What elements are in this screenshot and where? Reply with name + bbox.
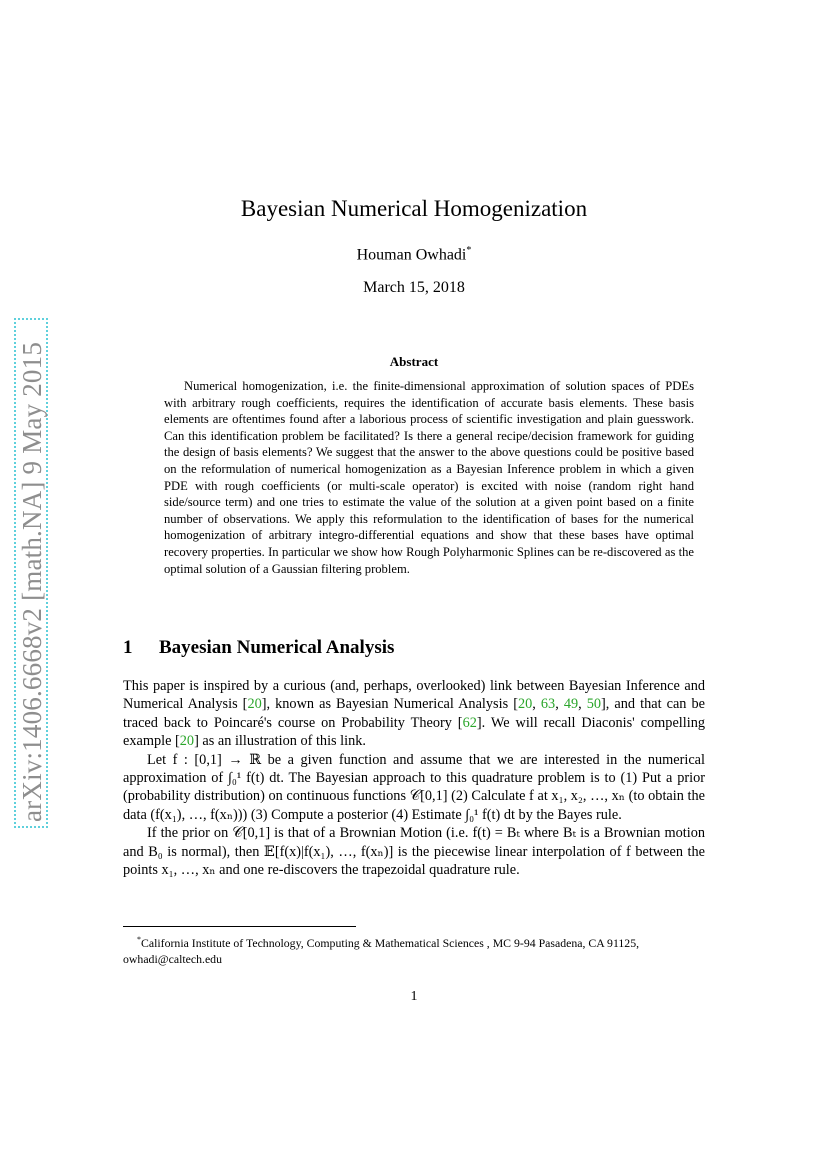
footnote-text: California Institute of Technology, Computing & Mathematical Sciences , MC 9-94 Pasadena, CA 91125, owhadi@caltech.edu <box>123 935 640 966</box>
citation-link[interactable]: 62 <box>462 714 477 731</box>
citation-link[interactable]: 50 <box>586 696 602 713</box>
section-title: Bayesian Numerical Analysis <box>159 637 395 658</box>
abstract-text: Numerical homogenization, i.e. the finite-dimensional approximation of solution spaces of PDEs with arbitrary rough coefficients, requires the identification of accurate basis elements. These basis elements are oftentimes found after a laborious process of scientific investigation and plain guesswork. Can this identification problem be facilitated? Is there a general recipe/decision framework for guiding the design of basis elements? We suggest that the answer to the above questions could be positive based on the reformulation of numerical homogenization as a Bayesian Inference problem in which a given PDE with rough coefficients (or multi-scale operator) is excited with noise (random right hand side/source term) and one tries to estimate the value of the solution at a given point based on a finite number of observations. We apply this reformulation to the identification of bases for the numerical homogenization of arbitrary integro-differential equations and show that these bases have optimal recovery properties. In particular we show how Rough Polyharmonic Splines can be re-discovered as the optimal solution of a Gaussian filtering problem. <box>164 379 694 576</box>
footnote-mark: * <box>137 935 141 944</box>
arxiv-watermark[interactable]: arXiv:1406.6668v2 [math.NA] 9 May 2015 <box>17 341 47 822</box>
text-run: ] as an illustration of this link. <box>194 733 367 750</box>
text-run: ]. We will recall Diaconis' compelling example [ <box>123 714 705 750</box>
section-heading <box>123 637 394 659</box>
citation-link[interactable]: 20 <box>517 696 533 713</box>
citation-link[interactable]: 20 <box>179 733 195 750</box>
abstract-heading: Abstract <box>389 354 439 369</box>
text-run: ], known as Bayesian Numerical Analysis [ <box>261 696 518 713</box>
text-run: , <box>555 696 564 713</box>
text-run: , <box>578 696 587 713</box>
citation-link[interactable]: 63 <box>540 696 556 713</box>
citation-link[interactable]: 49 <box>563 696 579 713</box>
paragraph-1 <box>123 677 705 751</box>
author-name: Houman Owhadi <box>356 246 467 264</box>
section-body <box>123 677 705 879</box>
text-run: This paper is inspired by a curious (and, perhaps, overlooked) link between Bayesian Inference and Numerical Analysis [ <box>123 678 705 713</box>
paper-title: Bayesian Numerical Homogenization <box>240 196 588 221</box>
paper-date: March 15, 2018 <box>363 279 465 296</box>
text-run: ], and that can be traced back to Poincaré's course on Probability Theory [ <box>123 696 705 731</box>
paragraph-2: Let f : [0,1] → ℝ be a given function and assume that we are interested in the numerical approximation of ∫₀¹ f(t) dt. The Bayesian approach to this quadrature problem is to (1) Put a prior (probability distribution) on continuous functions 𝒞[0,1] (2) Calculate f at x₁, x₂, …, xₙ (to obtain the data (f(x₁), …, f(xₙ))) (3) Compute a posterior (4) Estimate ∫₀¹ f(t) dt by the Bayes rule. <box>123 751 705 823</box>
footnote-divider <box>123 926 356 927</box>
text-run: , <box>532 696 541 713</box>
section-number: 1 <box>123 637 133 658</box>
citation-link[interactable]: 20 <box>247 696 262 713</box>
author-footnote-mark[interactable]: * <box>466 245 472 256</box>
author-line <box>0 245 828 264</box>
footnote <box>123 932 705 967</box>
paragraph-3: If the prior on 𝒞[0,1] is that of a Brownian Motion (i.e. f(t) = Bₜ where Bₜ is a Brownian motion and B₀ is normal), then 𝔼[f(x)|f(x₁), …, f(xₙ)] is the piecewise linear interpolation of f between the points x₁, …, xₙ and one re-discovers the trapezoidal quadrature rule. <box>123 825 705 879</box>
page-number: 1 <box>410 989 418 1004</box>
